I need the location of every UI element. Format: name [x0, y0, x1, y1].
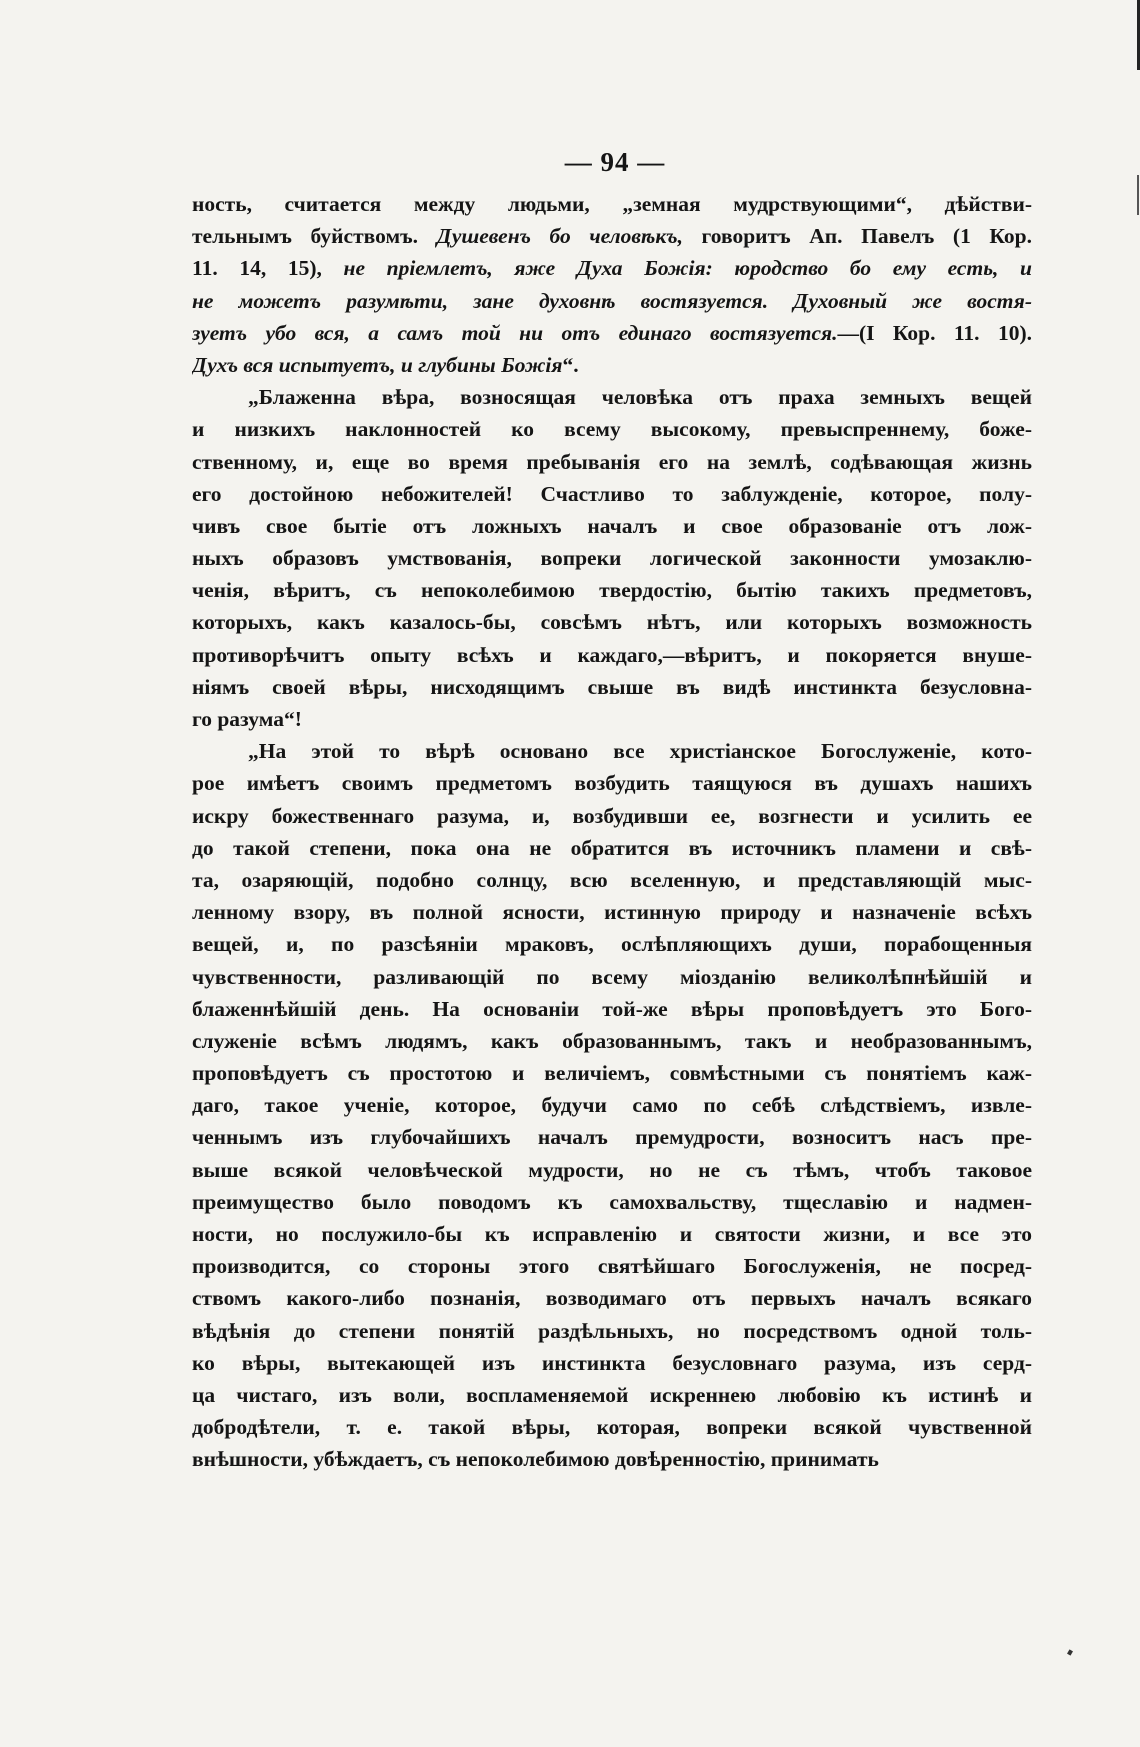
text-line: внѣшности, убѣждаетъ, съ непоколебимою довѣренностію, принимать: [192, 1447, 879, 1472]
text-line: 11. 14, 15), не пріемлетъ, яже Духа Божія: юродство бо ему есть, и: [192, 256, 1032, 281]
text-line: ности, но послужило-бы къ исправленію и святости жизни, и все это: [192, 1222, 1032, 1246]
text-line: „Блаженна вѣра, возносящая человѣка отъ праха земныхъ вещей: [248, 385, 1032, 410]
text-line: и низкихъ наклонностей ко всему высокому, превыспреннему, боже-: [192, 417, 1032, 442]
scan-speck: [1067, 1649, 1073, 1655]
text-line: чивъ свое бытіе отъ ложныхъ началъ и свое образованіе отъ лож-: [192, 513, 1032, 538]
text-line: вѣдѣнія до степени понятій раздѣльныхъ, но посредствомъ одной толь-: [192, 1318, 1032, 1343]
text-line: ко вѣры, вытекающей изъ инстинкта безусловнаго разума, изъ серд-: [192, 1350, 1032, 1375]
text-line: блаженнѣйшій день. На основаніи той-же вѣры проповѣдуетъ это Бого-: [192, 996, 1032, 1021]
text-line: которыхъ, какъ казалось-бы, совсѣмъ нѣтъ, или которыхъ возможность: [192, 610, 1032, 635]
text-line: ственному, и, еще во время пребыванія его на землѣ, содѣвающая жизнь: [192, 449, 1032, 474]
text-line: „На этой то вѣрѣ основано все христіанское Богослуженіе, кото-: [248, 739, 1032, 764]
text-line: ныхъ образовъ умствованія, вопреки логической законности умозаклю-: [192, 546, 1032, 571]
text-line: даго, такое ученіе, которое, будучи само по себѣ слѣдствіемъ, извле-: [192, 1093, 1032, 1118]
text-line: тельнымъ буйствомъ. Душевенъ бо человѣкъ, говоритъ Ап. Павелъ (1 Кор.: [192, 224, 1032, 249]
text-line: рое имѣетъ своимъ предметомъ возбудить таящуюся въ душахъ нашихъ: [192, 771, 1032, 796]
text-line: служеніе всѣмъ людямъ, какъ образованнымъ, такъ и необразованнымъ,: [192, 1028, 1032, 1053]
text-line: его достойною небожителей! Счастливо то заблужденіе, которое, полу-: [192, 481, 1032, 506]
text-line: преимущество было поводомъ къ самохвальству, тщеславію и надмен-: [192, 1189, 1032, 1214]
text-line: выше всякой человѣческой мудрости, но не съ тѣмъ, чтобъ таковое: [192, 1157, 1032, 1182]
text-line: производится, со стороны этого святѣйшаго Богослуженія, не посред-: [192, 1254, 1032, 1279]
text-line: проповѣдуетъ съ простотою и величіемъ, совмѣстными съ понятіемъ каж-: [192, 1061, 1032, 1086]
scan-edge-mark: [1137, 175, 1139, 215]
text-line: добродѣтели, т. е. такой вѣры, которая, вопреки всякой чувственной: [192, 1415, 1032, 1440]
book-page: [192, 140, 1032, 1476]
text-line: ца чистаго, изъ воли, воспламеняемой искреннею любовію къ истинѣ и: [192, 1382, 1032, 1407]
page-number: — 94 —: [564, 147, 666, 177]
text-line: го разума“!: [192, 707, 302, 731]
text-line: чувственности, разливающій по всему міозданію великолѣпнѣйшій и: [192, 964, 1032, 989]
paragraph: [192, 735, 1032, 1475]
text-line: не можетъ разумѣти, зане духовнѣ востязуется. Духовный же востя-: [192, 288, 1032, 313]
text-line: искру божественнаго разума, и, возбудивши ее, возгнести и усилить ее: [192, 803, 1032, 828]
page-body-text: [192, 188, 1032, 1476]
text-line: ніямъ своей вѣры, нисходящимъ свыше въ видѣ инстинкта безусловна-: [192, 674, 1032, 699]
text-line: та, озаряющій, подобно солнцу, всю вселенную, и представляющій мыс-: [192, 867, 1032, 892]
paragraph: [192, 188, 1032, 381]
text-line: зуетъ убо вся, а самъ той ни отъ единаго востязуется.—(I Кор. 11. 10).: [192, 320, 1032, 345]
text-line: вещей, и, по разсѣяніи мраковъ, ослѣпляющихъ души, порабощенныя: [192, 932, 1032, 957]
paragraph: [192, 381, 1032, 735]
text-line: ствомъ какого-либо познанія, возводимаго отъ первыхъ началъ всякаго: [192, 1286, 1032, 1311]
text-line: ленному взору, въ полной ясности, истинную природу и назначеніе всѣхъ: [192, 900, 1032, 925]
text-line: ность, считается между людьми, „земная мудрствующими“, дѣйстви-: [192, 192, 1032, 216]
text-line: противорѣчитъ опыту всѣхъ и каждаго,—вѣритъ, и покоряется внуше-: [192, 642, 1032, 667]
text-line: Духъ вся испытуетъ, и глубины Божія“.: [192, 352, 579, 377]
text-line: до такой степени, пока она не обратится въ источникъ пламени и свѣ-: [192, 835, 1032, 860]
text-line: ченнымъ изъ глубочайшихъ началъ премудрости, возноситъ насъ пре-: [192, 1125, 1032, 1150]
text-line: ченія, вѣритъ, съ непоколебимою твердостію, бытію такихъ предметовъ,: [192, 578, 1032, 603]
